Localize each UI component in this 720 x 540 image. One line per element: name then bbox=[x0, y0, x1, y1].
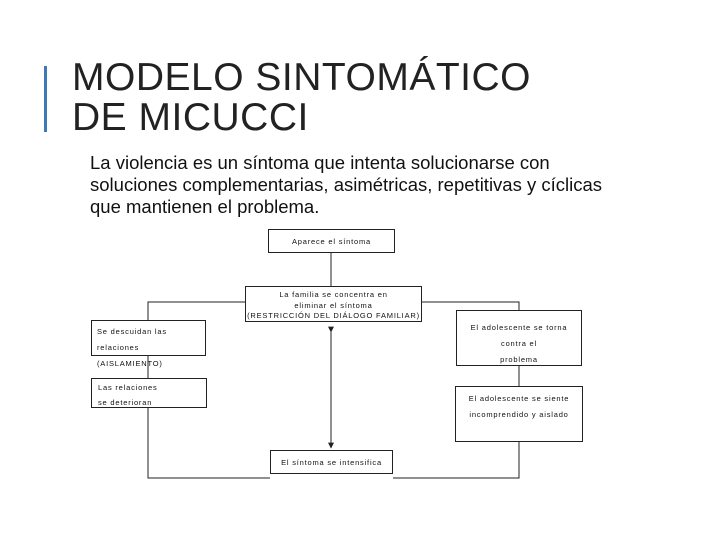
node-relations-deteriorate-line-2: se deterioran bbox=[98, 398, 153, 407]
intro-line-1: La violencia es un síntoma que intenta solucionarse con bbox=[90, 152, 550, 173]
node-adolescent-isolated bbox=[455, 386, 583, 442]
node-relations-neglected bbox=[91, 320, 206, 368]
title-line-2: DE MICUCCI bbox=[72, 96, 309, 139]
node-adolescent-turns-line-2: problema bbox=[500, 355, 538, 364]
node-symptom-appears-label: Aparece el síntoma bbox=[291, 237, 372, 246]
intro-line-2: soluciones complementarias, asimétricas, repetitivas y cíclicas bbox=[90, 174, 603, 195]
node-relations-neglected-line-1: Se descuidan las relaciones bbox=[97, 327, 167, 352]
connector-focus-violent bbox=[422, 302, 519, 310]
node-family-focus bbox=[245, 286, 422, 322]
node-family-focus-line-1: La familia se concentra en bbox=[279, 290, 388, 299]
node-adolescent-isolated-line-1: El adolescente se siente bbox=[468, 394, 570, 403]
node-adolescent-isolated-line-2: incomprendido y aislado bbox=[469, 410, 569, 419]
title-line-1: MODELO SINTOMÁTICO bbox=[72, 56, 531, 99]
node-relations-deteriorate bbox=[91, 378, 207, 408]
intro-line-3: que mantienen el problema. bbox=[90, 196, 320, 217]
node-symptom-intensifies-label: El síntoma se intensifica bbox=[281, 458, 382, 467]
node-family-focus-line-2: eliminar el síntoma bbox=[294, 300, 373, 310]
node-family-focus-line-3: (RESTRICCIÓN DEL DIÁLOGO FAMILIAR) bbox=[247, 311, 420, 320]
node-relations-neglected-line-2: (AISLAMIENTO) bbox=[97, 359, 163, 368]
node-adolescent-turns-line-1: El adolescente se torna contra el bbox=[470, 323, 568, 348]
connector-scapegoat-intensify bbox=[393, 442, 519, 478]
connector-deteriorate-intensify bbox=[148, 408, 270, 478]
node-symptom-intensifies bbox=[270, 450, 393, 474]
node-symptom-appears bbox=[268, 229, 395, 253]
node-adolescent-turns bbox=[456, 310, 582, 366]
node-relations-deteriorate-line-1: Las relaciones bbox=[98, 383, 158, 392]
connector-focus-isolate bbox=[148, 302, 245, 320]
